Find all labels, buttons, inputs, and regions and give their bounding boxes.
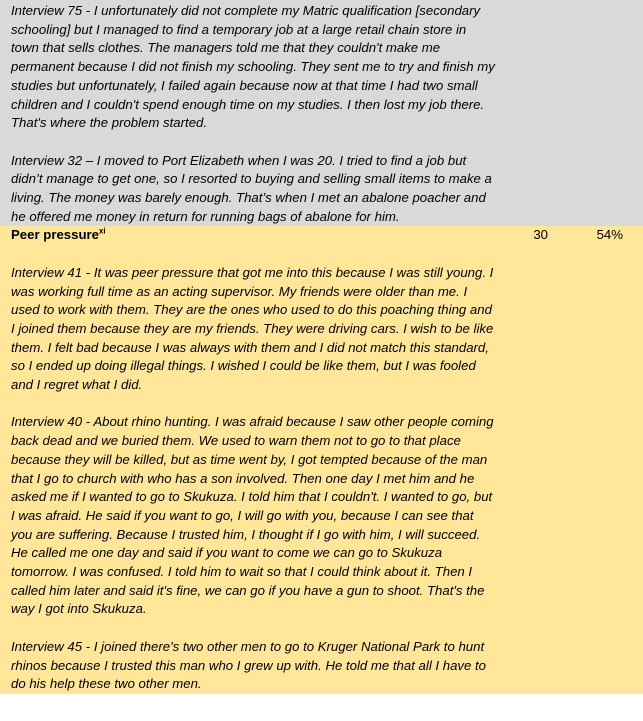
interview-quote: Interview 40 - About rhino hunting. I was afraid because I saw other people coming back dead and we buried them. We used to warn them not to go to that place because they will be killed, but as time went by, I got tempted because of the man that I go to church with who has a son involved. Then one day I met him and he asked me if I wanted to go to Skukuza. I told him that I couldn't. I wanted to go, but I was afraid. He said if you want to go, I will go with you, because I can see that you are suffering. Because I trusted him, I thought if I go with him, I will succeed. He called me one day and said if you want to come we can go to Skukuza tomorrow. I was confused. I told him to wait so that I could think about it. Then I called him later and said it's fine, we can go if you have a gun to shoot. That's the way I got into Skukuza.: [11, 414, 494, 617]
grey-percent-cell: [570, 0, 643, 226]
section-heading: [0, 226, 500, 245]
percent-value: 54%: [596, 227, 623, 243]
table-row: [0, 0, 643, 226]
interview-quote: Interview 41 - It was peer pressure that got me into this because I was still young. I was working full time as an acting supervisor. My friends were older than me. I used to work with them. They are the ones who used to do this poaching thing and I joined them because they are my friends. They were driving cars. I wish to be like them. I felt bad because I was always with them and I did not match this standard, so I ended up doing illegal things. I wished I could be like them, but I was fooled and I regret what I did.: [11, 264, 494, 393]
interview-quote: Interview 32 – I moved to Port Elizabeth when I was 20. I tried to find a job but didn’t manage to get one, so I resorted to buying and selling small items to make a living. The money was barely enough. That’s when I met an abalone poacher and he offered me money in return for running bags of abalone for him.: [11, 152, 492, 224]
peer-count-cell: [500, 226, 570, 694]
heading-label: Peer pressure: [11, 227, 99, 243]
count-value: 30: [533, 227, 548, 243]
grey-count-cell: [500, 0, 570, 226]
interview-quote: Interview 45 - I joined there's two other men to go to Kruger National Park to hunt rhinos because I trusted this man who I grew up with. He told me that all I have to do his help these two other men.: [11, 638, 486, 692]
interview-quote: Interview 75 - I unfortunately did not complete my Matric qualification [secondary schooling] but I managed to find a temporary job at a large retail chain store in town that sells clothes. The managers told me that they couldn't make me permanent because I did not finish my schooling. They sent me to try and finish my studies but unfortunately, I failed again because now at that time I had two small children and I couldn't spend enough time on my studies. I then lost my job there. That's where the problem started.: [11, 3, 495, 131]
peer-percent-cell: [570, 226, 643, 694]
peer-text-cell: [0, 226, 500, 694]
grey-text-cell: [0, 0, 500, 226]
table-row: [0, 226, 643, 694]
footnote-marker: xi: [98, 227, 106, 237]
